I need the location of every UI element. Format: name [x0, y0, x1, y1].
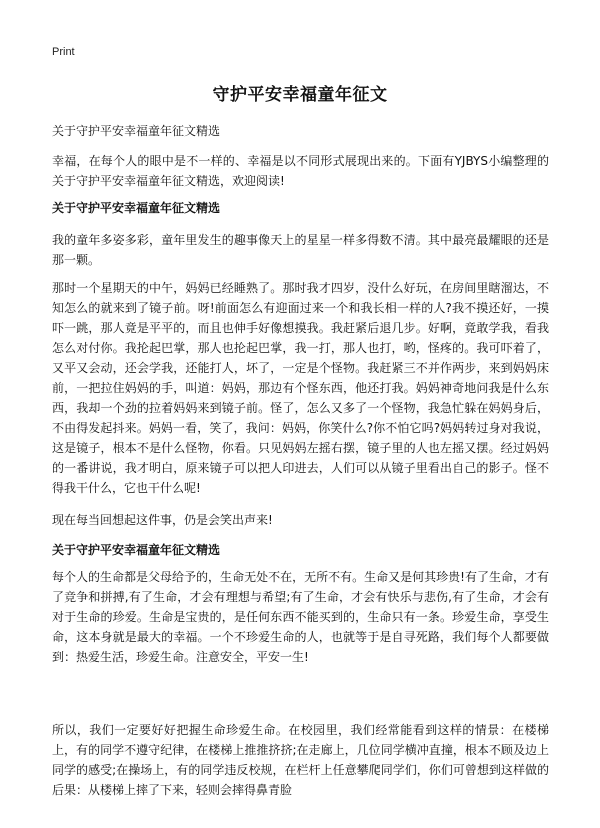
intro-paragraph: 幸福，在每个人的眼中是不一样的、幸福是以不同形式展现出来的。下面有YJBYS小编整理的关于守护平安幸福童年征文精选，欢迎阅读!: [52, 154, 549, 188]
section1-paragraph-3: 现在每当回想起这件事，仍是会笑出声来!: [52, 513, 273, 527]
section1-paragraph-2: 那时一个星期天的中午，妈妈已经睡熟了。那时我才四岁，没什么好玩，在房间里瞎溜达，不知怎么的就来到了镜子前。呀!前面怎么有迎面过来一个和我长相一样的人?我不摸还好，一摸吓一跳，那人竟是平平的，而且也伸手好像想摸我。我赶紧后退几步。好啊，竟敢学我，看我怎么对付你。我抡起巴掌，那人也抡起巴掌，我一打，那人也打，哟，怪疼的。我可吓着了，又平又会动，还会学我，还能打人，坏了，一定是个怪物。我赶紧三不并作两步，来到妈妈床前，一把拉住妈妈的手，叫道：妈妈，那边有个怪东西，他还打我。妈妈神奇地问我是什么东西，我却一个劲的拉着妈妈来到镜子前。怪了，怎么又多了一个怪物，我急忙躲在妈妈身后，不由得发起抖来。妈妈一看，笑了，我问：妈妈，你笑什么?你不怕它吗?妈妈转过身对我说，这是镜子，根本不是什么怪物，你看。只见妈妈左摇右摆，镜子里的人也左摇又摆。经过妈妈的一番讲说，我才明白，原来镜子可以把人印进去，人们可以从镜子里看出自己的影子。怪不得我干什么，它也干什么呢!: [52, 281, 549, 495]
section2-paragraph-1: 每个人的生命都是父母给予的，生命无处不在，无所不有。生命又是何其珍贵!有了生命，才有了竞争和拼搏,有了生命，才会有理想与希望;有了生命，才会有快乐与悲伤,有了生命，才会有对于生命的珍爱。生命是宝贵的，是任何东西不能买到的，生命只有一条。珍爱生命，享受生命，这本身就是最大的幸福。一个不珍爱生命的人，也就等于是自寻死路，我们每个人都要做到：热爱生活，珍爱生命。注意安全，平安一生!: [52, 570, 549, 664]
section-heading-1: 关于守护平安幸福童年征文精选: [52, 201, 221, 215]
print-link[interactable]: Print: [52, 46, 75, 58]
doc-subtitle: 关于守护平安幸福童年征文精选: [52, 124, 221, 138]
section-heading-2: 关于守护平安幸福童年征文精选: [52, 543, 221, 557]
section1-paragraph-1: 我的童年多姿多彩，童年里发生的趣事像天上的星星一样多得数不清。其中最亮最耀眼的还是那一颗。: [52, 233, 549, 267]
page-title: 守护平安幸福童年征文: [212, 85, 388, 105]
section2-paragraph-2: 所以，我们一定要好好把握生命珍爱生命。在校园里，我们经常能看到这样的情景：在楼梯上，有的同学不遵守纪律，在楼梯上推推挤挤;在走廊上，几位同学横冲直撞，根本不顾及边上同学的感受;在操场上，有的同学违反校规，在栏杆上任意攀爬同学们，你们可曾想到这样做的后果：从楼梯上摔了下来，轻则会摔得鼻青脸: [52, 723, 549, 797]
